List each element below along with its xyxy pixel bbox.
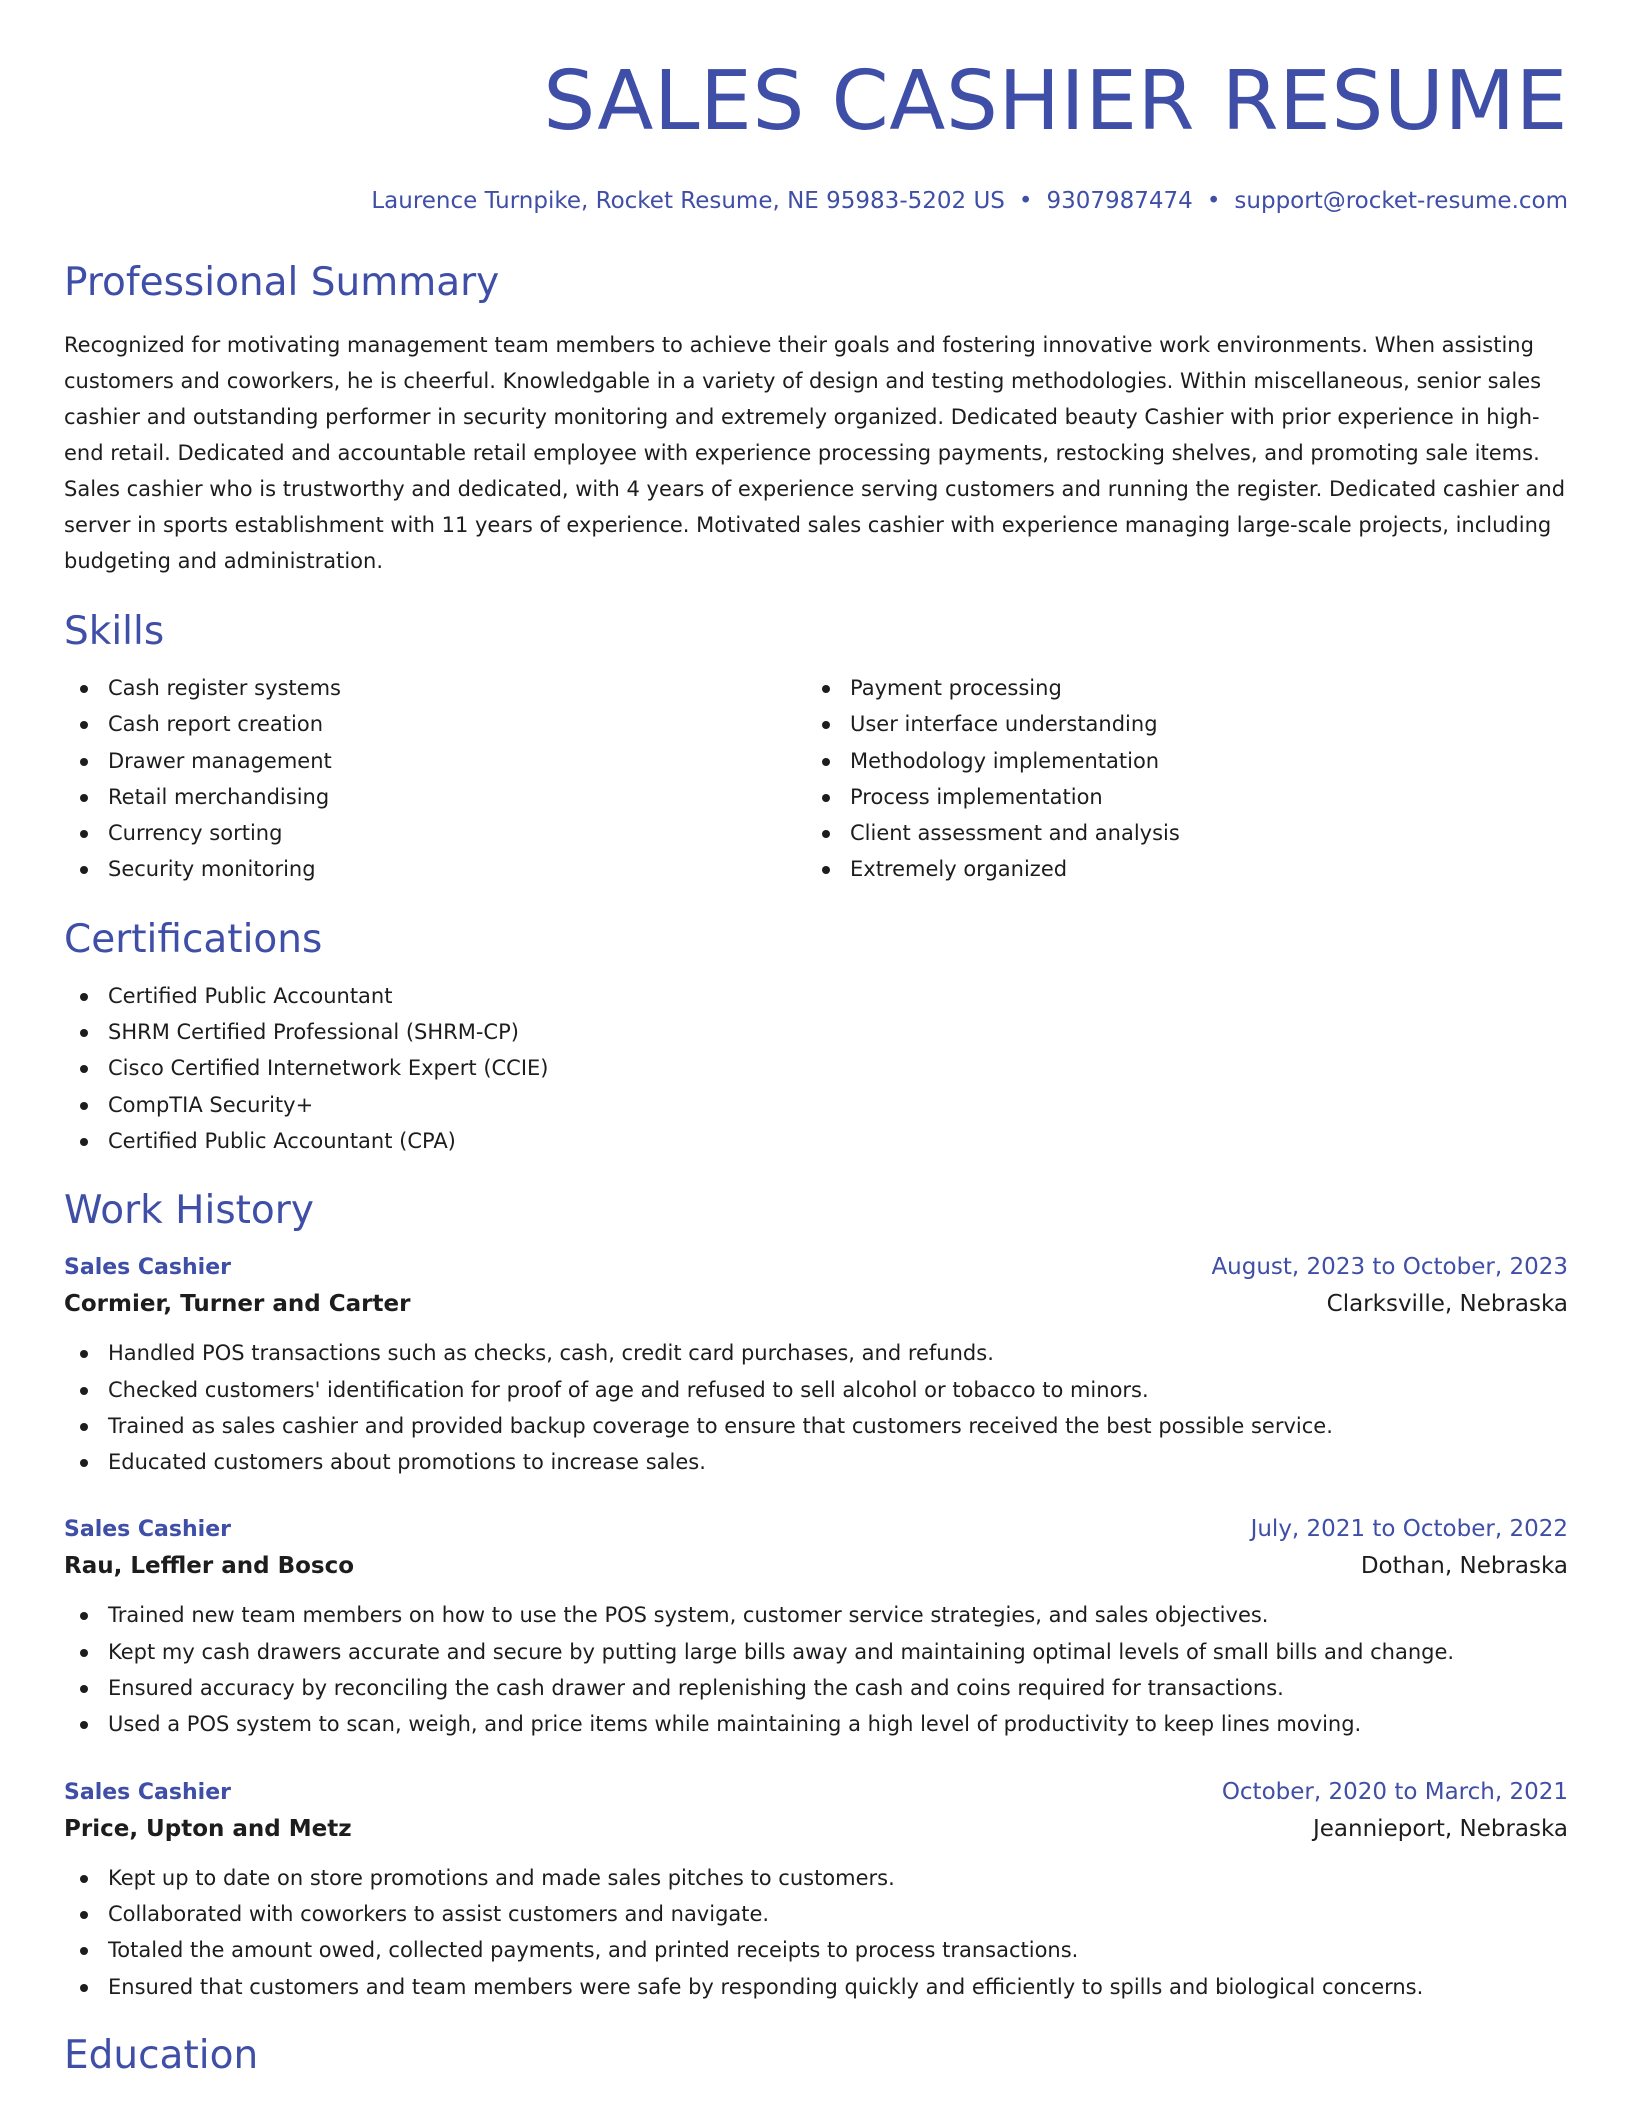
- skills-heading: Skills: [64, 609, 165, 654]
- certification-item: Certified Public Accountant: [64, 978, 1568, 1014]
- contact-line: [64, 186, 1568, 216]
- summary-heading: Professional Summary: [64, 260, 500, 305]
- job-company: Rau, Leffler and Bosco: [64, 1553, 355, 1580]
- job-dates: August, 2023 to October, 2023: [1211, 1254, 1568, 1281]
- job-bullets: [64, 1597, 1568, 1742]
- resume-page: [64, 0, 1568, 2081]
- job-bullet: Ensured accuracy by reconciling the cash drawer and replenishing the cash and coins required for transactions.: [64, 1670, 1568, 1706]
- job-company: Cormier, Turner and Carter: [64, 1291, 411, 1318]
- job-entry: [64, 1250, 1568, 1480]
- job-bullet: Collaborated with coworkers to assist customers and navigate.: [64, 1896, 1568, 1932]
- skill-item: Currency sorting: [64, 815, 806, 851]
- job-location: Clarksville, Nebraska: [1326, 1291, 1568, 1318]
- skill-item: User interface understanding: [806, 706, 1548, 742]
- certification-item: Certified Public Accountant (CPA): [64, 1123, 1568, 1159]
- job-company-row: [64, 1547, 1568, 1585]
- job-entry: [64, 1512, 1568, 1742]
- certification-item: Cisco Certified Internetwork Expert (CCIE): [64, 1050, 1568, 1086]
- job-role: Sales Cashier: [64, 1255, 231, 1281]
- skill-item: Cash report creation: [64, 706, 806, 742]
- job-header-row: [64, 1775, 1568, 1810]
- job-bullet: Used a POS system to scan, weigh, and price items while maintaining a high level of productivity to keep lines moving.: [64, 1706, 1568, 1742]
- certification-item: SHRM Certified Professional (SHRM-CP): [64, 1014, 1568, 1050]
- work-history-heading: Work History: [64, 1188, 314, 1234]
- contact-separator: •: [1018, 188, 1033, 214]
- job-dates: July, 2021 to October, 2022: [1250, 1516, 1568, 1543]
- job-bullet: Trained as sales cashier and provided backup coverage to ensure that customers received the best possible service.: [64, 1408, 1568, 1444]
- job-role: Sales Cashier: [64, 1517, 231, 1543]
- skill-item: Extremely organized: [806, 851, 1548, 887]
- certifications-heading: Certifications: [64, 916, 323, 962]
- job-bullet: Kept up to date on store promotions and made sales pitches to customers.: [64, 1860, 1568, 1896]
- job-bullet: Kept my cash drawers accurate and secure by putting large bills away and maintaining optimal levels of small bills and change.: [64, 1634, 1568, 1670]
- skills-grid: [64, 670, 1568, 888]
- job-dates: October, 2020 to March, 2021: [1221, 1778, 1568, 1805]
- job-bullet: Ensured that customers and team members were safe by responding quickly and efficiently to spills and biological concerns.: [64, 1969, 1568, 2005]
- skill-item: Client assessment and analysis: [806, 815, 1548, 851]
- skill-item: Process implementation: [806, 779, 1548, 815]
- job-entry: [64, 1775, 1568, 2005]
- skill-item: Security monitoring: [64, 851, 806, 887]
- job-company-row: [64, 1810, 1568, 1848]
- resume-title: SALES CASHIER RESUME: [543, 54, 1568, 149]
- certifications-list: [64, 978, 1568, 1159]
- job-location: Jeannieport, Nebraska: [1313, 1815, 1568, 1842]
- job-bullet: Handled POS transactions such as checks, cash, credit card purchases, and refunds.: [64, 1335, 1568, 1371]
- contact-email[interactable]: support@rocket-resume.com: [1234, 188, 1568, 214]
- job-bullets: [64, 1335, 1568, 1480]
- job-header-row: [64, 1512, 1568, 1547]
- certification-item: CompTIA Security+: [64, 1087, 1568, 1123]
- skill-item: Retail merchandising: [64, 779, 806, 815]
- job-company: Price, Upton and Metz: [64, 1815, 352, 1842]
- job-company-row: [64, 1285, 1568, 1323]
- job-bullet: Educated customers about promotions to increase sales.: [64, 1444, 1568, 1480]
- skills-list-left: [64, 670, 806, 888]
- job-bullet: Totaled the amount owed, collected payments, and printed receipts to process transactions.: [64, 1932, 1568, 1968]
- summary-text: Recognized for motivating management team members to achieve their goals and fostering innovative work environments. When assisting customers and coworkers, he is cheerful. Knowledgable in a variety of design and testing methodologies. Within miscellaneous, senior sales cashier and outstanding performer in security monitoring and extremely organized. Dedicated beauty Cashier with prior experience in high-end retail. Dedicated and accountable retail employee with experience processing payments, restocking shelves, and promoting sale items. Sales cashier who is trustworthy and dedicated, with 4 years of experience serving customers and running the register. Dedicated cashier and server in sports establishment with 11 years of experience. Motivated sales cashier with experience managing large-scale projects, including budgeting and administration.: [64, 333, 1566, 573]
- skill-item: Methodology implementation: [806, 743, 1548, 779]
- skills-list-right: [806, 670, 1548, 888]
- job-header-row: [64, 1250, 1568, 1285]
- job-location: Dothan, Nebraska: [1360, 1553, 1568, 1580]
- skill-item: Payment processing: [806, 670, 1548, 706]
- skill-item: Cash register systems: [64, 670, 806, 706]
- job-bullet: Checked customers' identification for proof of age and refused to sell alcohol or tobacco to minors.: [64, 1372, 1568, 1408]
- job-bullet: Trained new team members on how to use the POS system, customer service strategies, and sales objectives.: [64, 1597, 1568, 1633]
- contact-separator: •: [1206, 188, 1221, 214]
- job-role: Sales Cashier: [64, 1779, 231, 1805]
- skill-item: Drawer management: [64, 743, 806, 779]
- job-bullets: [64, 1860, 1568, 2005]
- contact-address: Laurence Turnpike, Rocket Resume, NE 95983-5202 US: [371, 188, 1005, 214]
- contact-phone: 9307987474: [1046, 188, 1193, 214]
- education-heading: Education: [64, 2032, 259, 2078]
